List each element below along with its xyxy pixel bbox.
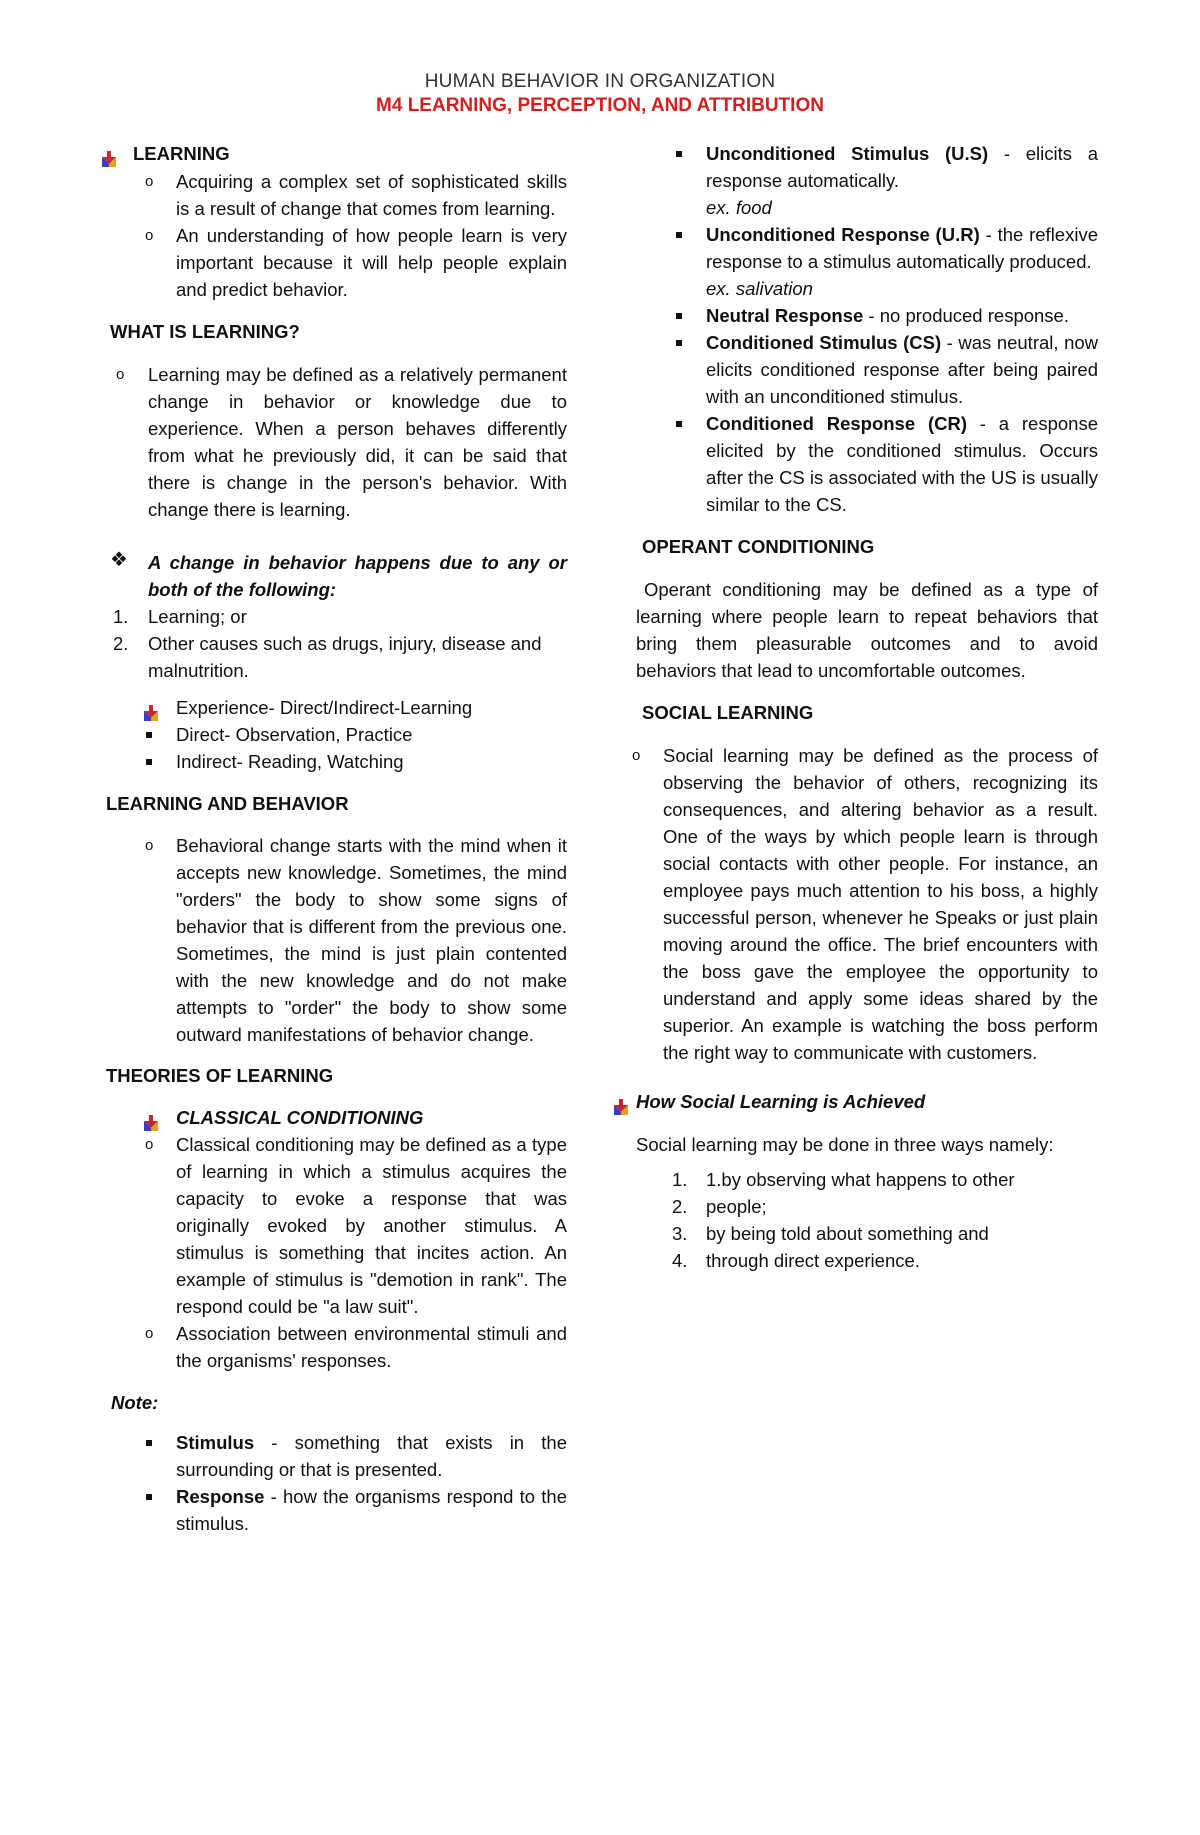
change-list-item: 2. Other causes such as drugs, injury, disease and malnutrition. <box>102 630 567 684</box>
direct-item: Direct- Observation, Practice <box>102 721 567 748</box>
square-bullet-icon <box>676 410 682 437</box>
classical-heading: CLASSICAL CONDITIONING <box>176 1107 424 1128</box>
what-is-learning-heading: WHAT IS LEARNING? <box>110 321 300 342</box>
how-heading-row <box>614 1088 1098 1115</box>
square-bullet-icon <box>146 1483 152 1510</box>
document-header <box>0 70 1200 118</box>
how-list-item: 2. people; <box>636 1193 1098 1220</box>
classical-item: o Classical conditioning may be defined as a type of learning in which a stimulus acquires the capacity to evoke a response that was originally evoked by another stimulus. A stimulus is something that incites action. An example of stimulus is "demotion in rank". The respond could be "a law suit". <box>102 1131 567 1320</box>
change-list-item: 1. Learning; or <box>102 603 567 630</box>
note-heading: Note: <box>111 1392 159 1413</box>
circle-bullet-icon: o <box>145 173 154 190</box>
square-bullet-icon <box>676 140 682 167</box>
how-list-item: 4. through direct experience. <box>636 1247 1098 1274</box>
term-item: Conditioned Stimulus (CS) - was neutral, now elicits conditioned response after being paired with an unconditioned stimulus. <box>636 329 1098 410</box>
learning-heading-row <box>102 140 567 167</box>
term-item: Unconditioned Response (U.R) - the reflexive response to a stimulus automatically produced. ex. salivation <box>636 221 1098 302</box>
experience-item: Experience- Direct/Indirect-Learning <box>102 694 567 721</box>
square-bullet-icon <box>676 221 682 248</box>
change-heading-row <box>102 549 567 603</box>
square-bullet-icon <box>146 1429 152 1456</box>
learning-item: o An understanding of how people learn is very important because it will help people explain and predict behavior. <box>102 222 567 303</box>
term-item: Neutral Response - no produced response. <box>636 302 1098 329</box>
how-list-item: 3. by being told about something and <box>636 1220 1098 1247</box>
note-item: Response - how the organisms respond to the stimulus. <box>102 1483 567 1537</box>
indirect-item: Indirect- Reading, Watching <box>102 748 567 775</box>
list-number: 1. <box>113 606 129 627</box>
change-heading: A change in behavior happens due to any or both of the following: <box>148 552 567 600</box>
term-example: ex. salivation <box>706 278 813 299</box>
social-heading: SOCIAL LEARNING <box>642 702 814 723</box>
theories-heading: THEORIES OF LEARNING <box>106 1065 334 1086</box>
list-number: 4. <box>672 1250 688 1271</box>
how-list <box>636 1166 1098 1274</box>
learning-item: o Acquiring a complex set of sophisticated skills is a result of change that comes from learning. <box>102 168 567 222</box>
social-text: o Social learning may be defined as the process of observing the behavior of others, recognizing its consequences, and altering behavior as a result. One of the ways by which people learn is through social contacts with other people. For instance, an employee pays much attention to his boss, a highly successful person, whenever he Speaks or just plain moving around the office. The brief encounters with the boss gave the employee the opportunity to understand and apply some ideas shared by the superior. An example is watching the boss perform the right way to communicate with customers. <box>636 742 1098 1066</box>
learning-heading: LEARNING <box>133 143 230 164</box>
document-subtitle: M4 LEARNING, PERCEPTION, AND ATTRIBUTION <box>376 95 824 116</box>
square-bullet-icon <box>146 748 152 775</box>
square-bullet-icon <box>146 721 152 748</box>
classical-item: o Association between environmental stimuli and the organisms' responses. <box>102 1320 567 1374</box>
left-column <box>102 140 567 1537</box>
how-heading: How Social Learning is Achieved <box>636 1091 926 1112</box>
square-bullet-icon <box>676 302 682 329</box>
circle-bullet-icon: o <box>145 837 154 854</box>
list-number: 2. <box>672 1196 688 1217</box>
document-title: HUMAN BEHAVIOR IN ORGANIZATION <box>424 71 776 92</box>
list-number: 3. <box>672 1223 688 1244</box>
circle-bullet-icon: o <box>145 1136 154 1153</box>
term-example: ex. food <box>706 197 772 218</box>
diamond-bullet-icon: ❖ <box>110 549 128 571</box>
learning-behavior-heading: LEARNING AND BEHAVIOR <box>106 793 349 814</box>
how-list-item: 1. 1.by observing what happens to other <box>636 1166 1098 1193</box>
right-column <box>632 140 1099 1274</box>
list-number: 2. <box>113 633 129 654</box>
circle-bullet-icon: o <box>145 227 154 244</box>
classical-heading-row <box>102 1104 567 1131</box>
what-is-learning-text: o Learning may be defined as a relatively permanent change in behavior or knowledge due to experience. When a person behaves differently from what he previously did, it can be said that there is change in the person's behavior. With change there is learning. <box>102 361 567 523</box>
term-item: Unconditioned Stimulus (U.S) - elicits a response automatically. ex. food <box>636 140 1098 221</box>
list-number: 1. <box>672 1169 688 1190</box>
square-bullet-icon <box>676 329 682 356</box>
operant-heading: OPERANT CONDITIONING <box>642 536 875 557</box>
term-item: Conditioned Response (CR) - a response elicited by the conditioned stimulus. Occurs after the CS is associated with the US is usually similar to the CS. <box>636 410 1098 518</box>
learning-behavior-text: o Behavioral change starts with the mind when it accepts new knowledge. Sometimes, the mind "orders" the body to show some signs of behavior that is different from the previous one. Sometimes, the mind is just plain contented with the new knowledge and do not make attempts to "order" the body to show some outward manifestations of behavior change. <box>102 832 567 1048</box>
operant-text: Operant conditioning may be defined as a type of learning where people learn to repeat behaviors that bring them pleasurable outcomes and to avoid behaviors that lead to uncomfortable outcomes. <box>636 579 1098 681</box>
arrow-bullet-icon <box>614 1093 628 1120</box>
circle-bullet-icon: o <box>145 1325 154 1342</box>
how-intro: Social learning may be done in three ways namely: <box>636 1134 1054 1155</box>
circle-bullet-icon: o <box>632 747 641 764</box>
circle-bullet-icon: o <box>116 366 125 383</box>
note-item: Stimulus - something that exists in the surrounding or that is presented. <box>102 1429 567 1483</box>
